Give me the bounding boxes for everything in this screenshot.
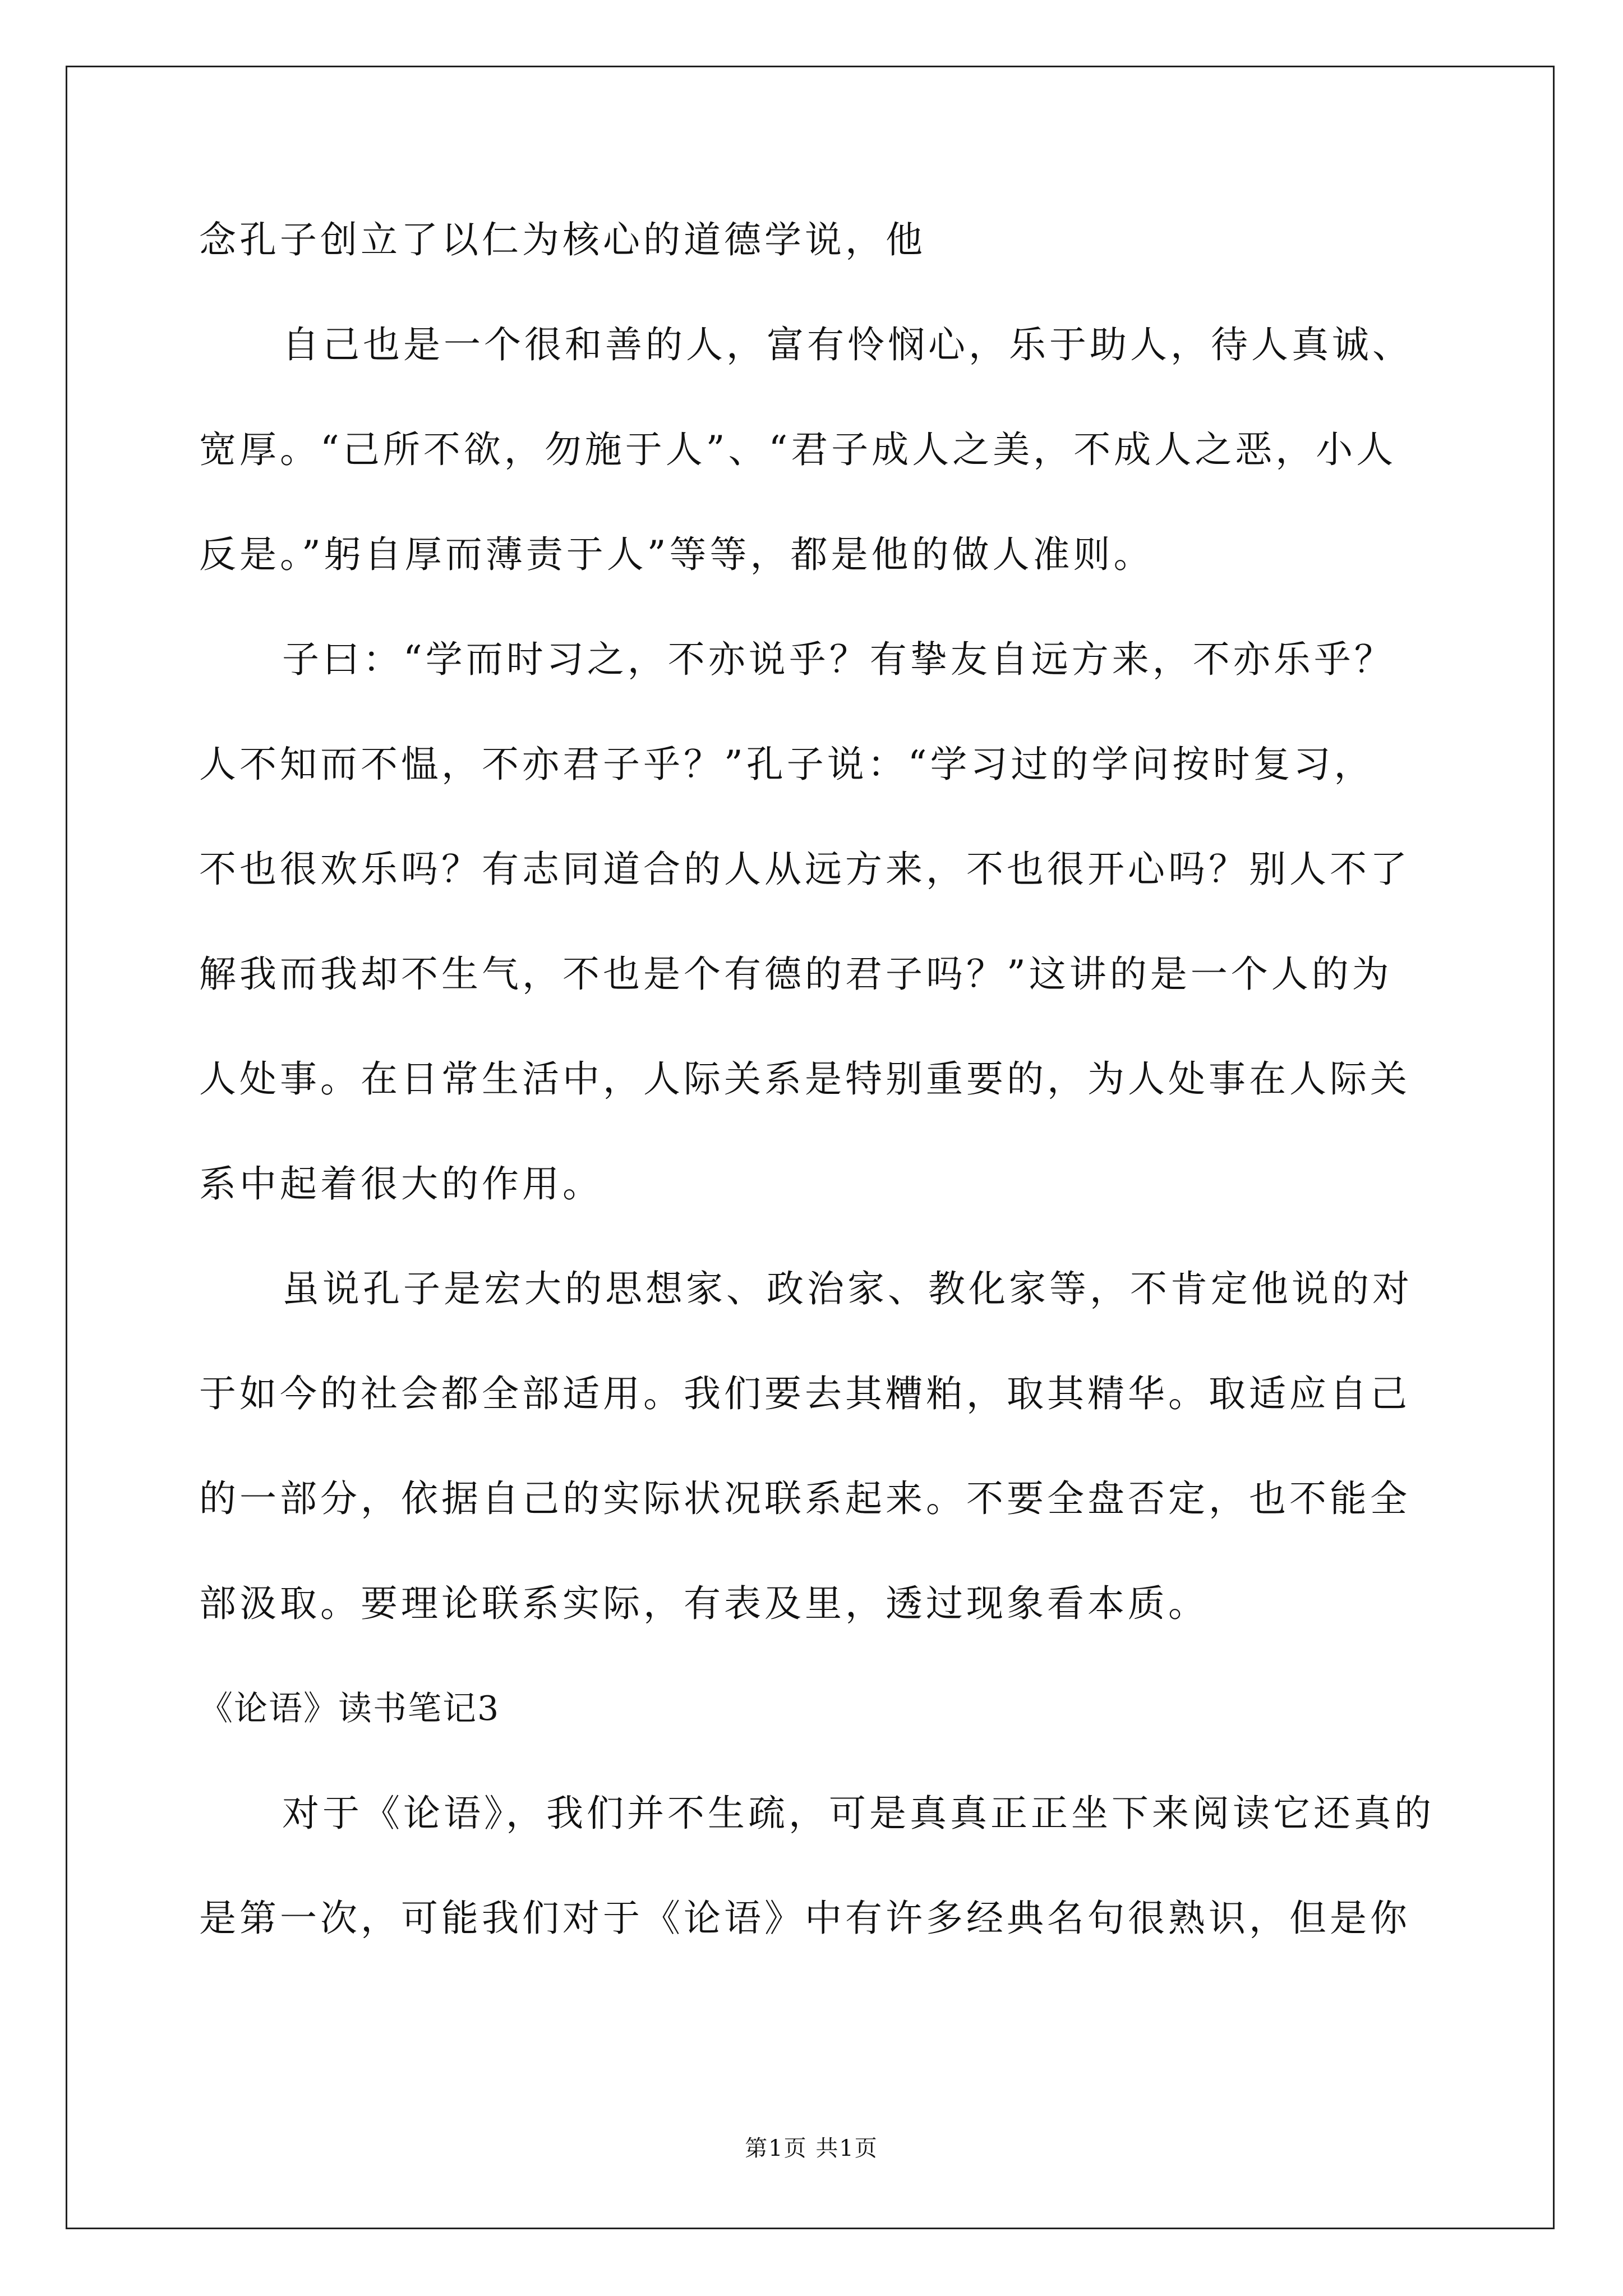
section-heading: 《论语》读书笔记3 xyxy=(199,1689,500,1728)
paragraph-line: 于如今的社会都全部适用。我们要去其糟粕，取其精华。取适应自己 xyxy=(199,1372,1410,1415)
paragraph-line: 解我而我却不生气，不也是个有德的君子吗？”这讲的是一个人的为 xyxy=(199,953,1393,996)
page-footer: 第1页 共1页 xyxy=(745,2136,878,2161)
paragraph-line: 人不知而不愠，不亦君子乎？”孔子说：“学习过的学问按时复习， xyxy=(199,743,1375,786)
paragraph-line: 系中起着很大的作用。 xyxy=(199,1162,603,1205)
paragraph-line: 反是。”躬自厚而薄责于人”等等，都是他的做人准则。 xyxy=(199,533,1154,576)
paragraph-line: 人处事。在日常生活中，人际关系是特别重要的，为人处事在人际关 xyxy=(199,1057,1410,1101)
paragraph-line: 是第一次，可能我们对于《论语》中有许多经典名句很熟识，但是你 xyxy=(199,1897,1410,1940)
paragraph-line: 子曰：“学而时习之，不亦说乎？有挚友自远方来，不亦乐乎？ xyxy=(282,638,1395,681)
document-body xyxy=(199,218,1435,2005)
paragraph-line: 自己也是一个很和善的人，富有怜悯心，乐于助人，待人真诚、 xyxy=(282,323,1413,366)
paragraph-line: 宽厚。“己所不欲，勿施于人”、“君子成人之美，不成人之恶，小人 xyxy=(199,428,1397,471)
paragraph-line: 的一部分，依据自己的实际状况联系起来。不要全盘否定，也不能全 xyxy=(199,1477,1410,1520)
paragraph-line: 部汲取。要理论联系实际，有表及里，透过现象看本质。 xyxy=(199,1582,1209,1625)
paragraph-line: 对于《论语》，我们并不生疏，可是真真正正坐下来阅读它还真的 xyxy=(282,1792,1435,1835)
paragraph-line: 不也很欢乐吗？有志同道合的人从远方来，不也很开心吗？别人不了 xyxy=(199,848,1410,891)
paragraph-line: 念孔子创立了以仁为核心的道德学说，他 xyxy=(199,218,926,261)
paragraph-line: 虽说孔子是宏大的思想家、政治家、教化家等，不肯定他说的对 xyxy=(282,1267,1413,1310)
